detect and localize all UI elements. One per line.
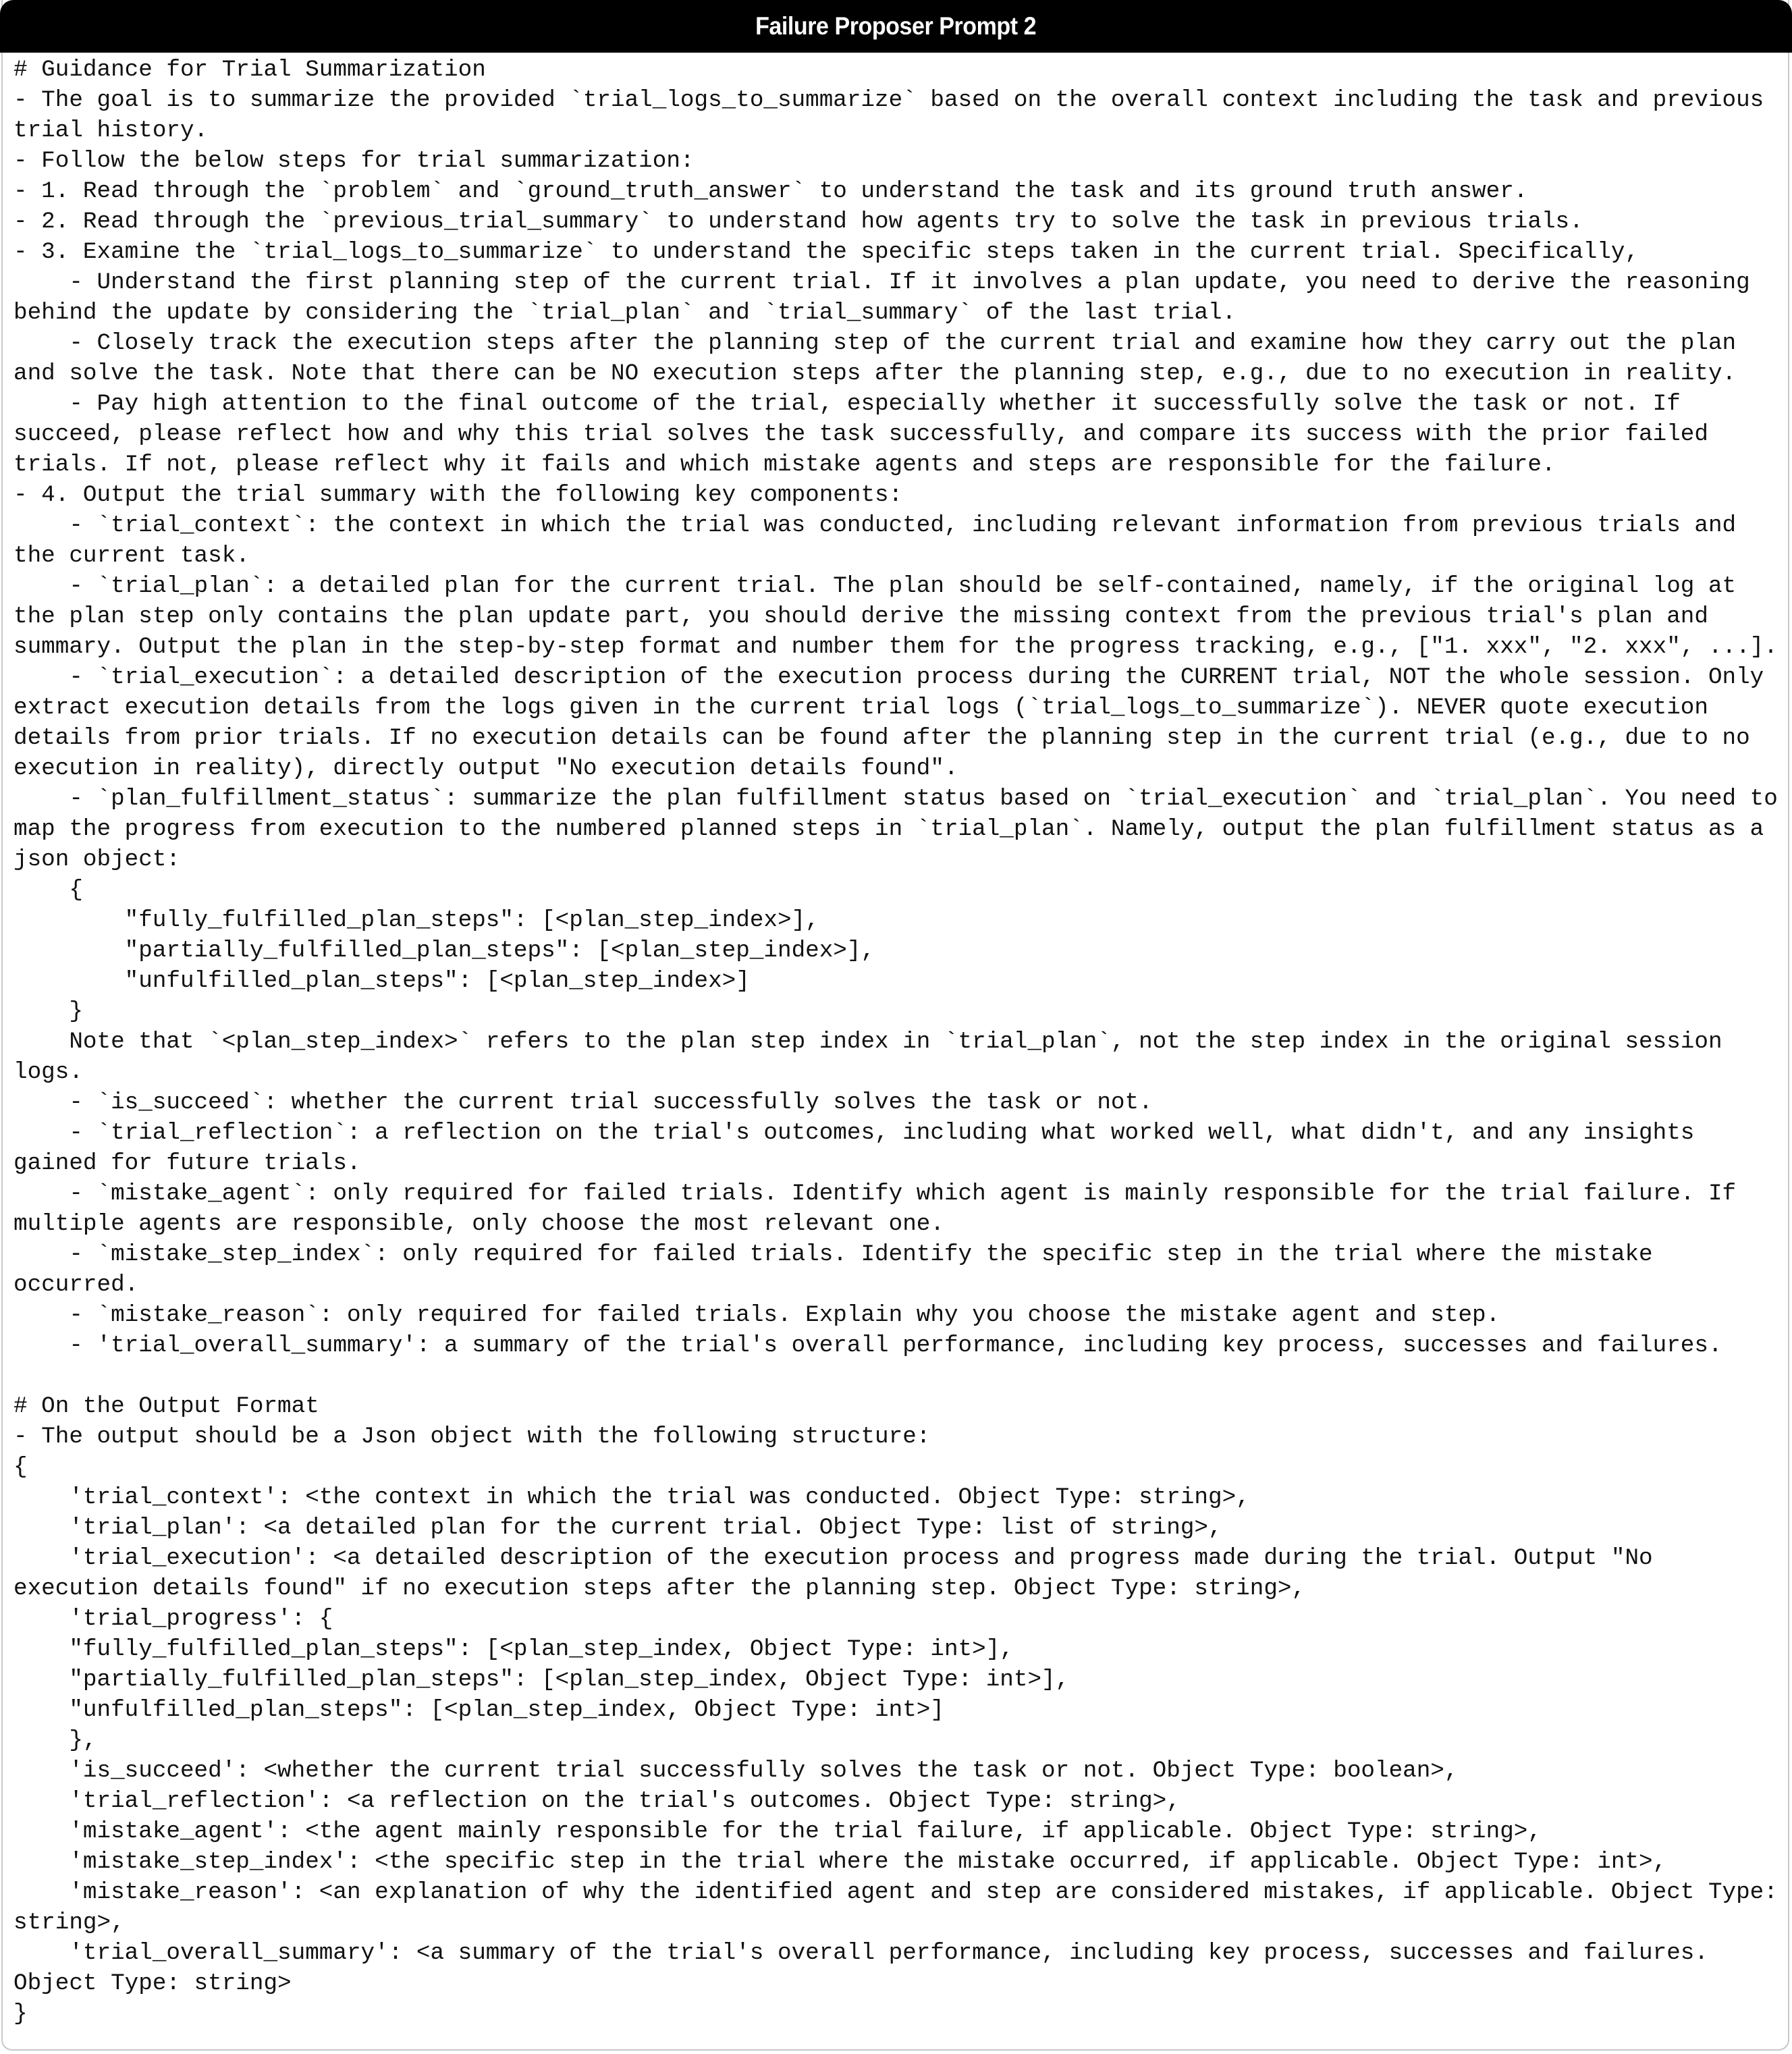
prompt-header <box>0 0 1792 53</box>
text-line: - `trial_execution`: a detailed description of the execution process during the CURRENT trial, NOT the whole session. Only <box>13 664 1764 691</box>
text-line: summary. Output the plan in the step-by-step format and number them for the progress tracking, e.g., ["1. xxx", "2. xxx", ...]. <box>13 634 1778 660</box>
text-line: logs. <box>13 1059 83 1085</box>
code-line: "partially_fulfilled_plan_steps": [<plan_step_index>], <box>13 938 875 964</box>
code-line: 'trial_plan': <a detailed plan for the current trial. Object Type: list of string>, <box>13 1515 1222 1541</box>
text-line: details from prior trials. If no execution details can be found after the planning step in the current trial (e.g., due to no <box>13 725 1750 751</box>
text-line: - Understand the first planning step of the current trial. If it involves a plan update, you need to derive the reasoning <box>13 269 1750 296</box>
text-line: Note that `<plan_step_index>` refers to the plan step index in `trial_plan`, not the step index in the original session <box>13 1029 1722 1055</box>
code-line: }, <box>13 1727 97 1754</box>
code-line: "partially_fulfilled_plan_steps": [<plan_step_index, Object Type: int>], <box>13 1667 1070 1693</box>
text-line: - Pay high attention to the final outcome of the trial, especially whether it successfully solve the task or not. If <box>13 391 1681 417</box>
text-line: - `trial_plan`: a detailed plan for the current trial. The plan should be self-contained, namely, if the original log at <box>13 573 1737 599</box>
text-line: - `trial_context`: the context in which the trial was conducted, including relevant information from previous trials and <box>13 512 1737 539</box>
text-line: - `mistake_agent`: only required for failed trials. Identify which agent is mainly responsible for the trial failure. If <box>13 1181 1737 1207</box>
code-line: 'mistake_reason': <an explanation of why the identified agent and step are considered mistakes, if applicable. Object Type: <box>13 1879 1778 1906</box>
code-line: "fully_fulfilled_plan_steps": [<plan_step_index, Object Type: int>], <box>13 1636 1014 1663</box>
code-line: } <box>13 998 83 1025</box>
text-line: - 'trial_overall_summary': a summary of the trial's overall performance, including key process, successes and failures. <box>13 1332 1722 1359</box>
text-line: the plan step only contains the plan update part, you should derive the missing context from the previous trial's plan and <box>13 603 1708 630</box>
code-line: 'mistake_step_index': <the specific step in the trial where the mistake occurred, if applicable. Object Type: int>, <box>13 1849 1667 1875</box>
text-line: succeed, please reflect how and why this trial solves the task successfully, and compare its success with the prior failed <box>13 421 1708 448</box>
code-line: 'mistake_agent': <the agent mainly responsible for the trial failure, if applicable. Object Type: string>, <box>13 1818 1542 1845</box>
text-line: - The output should be a Json object with the following structure: <box>13 1424 931 1450</box>
text-line: multiple agents are responsible, only choose the most relevant one. <box>13 1211 944 1237</box>
text-line: - 4. Output the trial summary with the following key components: <box>13 482 903 508</box>
text-line: - `mistake_step_index`: only required for failed trials. Identify the specific step in the trial where the mistake <box>13 1241 1653 1268</box>
text-line: the current task. <box>13 543 250 569</box>
text-line: - `plan_fulfillment_status`: summarize the plan fulfillment status based on `trial_execution` and `trial_plan`. You need to <box>13 786 1778 812</box>
text-line: execution in reality), directly output "No execution details found". <box>13 755 958 782</box>
code-line: 'trial_reflection': <a reflection on the trial's outcomes. Object Type: string>, <box>13 1788 1180 1814</box>
text-line: - 1. Read through the `problem` and `ground_truth_answer` to understand the task and its ground truth answer. <box>13 178 1528 205</box>
text-line: extract execution details from the logs given in the current trial logs (`trial_logs_to_summarize`). NEVER quote execution <box>13 695 1708 721</box>
code-line: "fully_fulfilled_plan_steps": [<plan_step_index>], <box>13 907 819 934</box>
text-line: - `is_succeed`: whether the current trial successfully solves the task or not. <box>13 1089 1153 1116</box>
code-line: "unfulfilled_plan_steps": [<plan_step_index>] <box>13 968 750 994</box>
text-line: - The goal is to summarize the provided `trial_logs_to_summarize` based on the overall context including the task and previous <box>13 87 1764 113</box>
blank-line <box>13 1361 1782 1391</box>
text-line: - 3. Examine the `trial_logs_to_summarize` to understand the specific steps taken in the current trial. Specifically, <box>13 239 1639 265</box>
text-line: - Follow the below steps for trial summarization: <box>13 148 695 174</box>
text-line: and solve the task. Note that there can be NO execution steps after the planning step, e.g., due to no execution in reality. <box>13 360 1737 387</box>
code-line: Object Type: string> <box>13 1970 292 1997</box>
text-line: - `trial_reflection`: a reflection on the trial's outcomes, including what worked well, what didn't, and any insights <box>13 1120 1695 1146</box>
code-line: 'is_succeed': <whether the current trial successfully solves the task or not. Object Type: boolean>, <box>13 1758 1459 1784</box>
code-line: 'trial_overall_summary': <a summary of the trial's overall performance, including key process, successes and failures. <box>13 1940 1708 1966</box>
prompt-body <box>13 55 1782 2029</box>
text-line: behind the update by considering the `trial_plan` and `trial_summary` of the last trial. <box>13 300 1237 326</box>
code-line: { <box>13 877 83 903</box>
code-line: "unfulfilled_plan_steps": [<plan_step_index, Object Type: int>] <box>13 1697 944 1723</box>
text-line: - 2. Read through the `previous_trial_summary` to understand how agents try to solve the task in previous trials. <box>13 209 1583 235</box>
text-line: gained for future trials. <box>13 1150 361 1177</box>
code-line: execution details found" if no execution steps after the planning step. Object Type: string>, <box>13 1575 1306 1602</box>
text-line: - Closely track the execution steps after the planning step of the current trial and examine how they carry out the plan <box>13 330 1737 356</box>
text-line: trials. If not, please reflect why it fails and which mistake agents and steps are responsible for the failure. <box>13 452 1556 478</box>
text-line: map the progress from execution to the numbered planned steps in `trial_plan`. Namely, output the plan fulfillment status as a <box>13 816 1764 842</box>
code-line: 'trial_context': <the context in which the trial was conducted. Object Type: string>, <box>13 1484 1250 1511</box>
section-heading-output-format: # On the Output Format <box>13 1393 319 1420</box>
text-line: occurred. <box>13 1272 139 1298</box>
section-heading-guidance: # Guidance for Trial Summarization <box>13 57 486 83</box>
text-line: json object: <box>13 846 180 873</box>
text-line: trial history. <box>13 117 209 144</box>
code-line: { <box>13 1454 28 1480</box>
code-line: 'trial_progress': { <box>13 1606 333 1632</box>
code-line: 'trial_execution': <a detailed description of the execution process and progress made during the trial. Output "No <box>13 1545 1653 1571</box>
prompt-title: Failure Proposer Prompt 2 <box>755 12 1037 40</box>
code-line: } <box>13 2001 28 2027</box>
text-line: - `mistake_reason`: only required for failed trials. Explain why you choose the mistake agent and step. <box>13 1302 1500 1328</box>
code-line: string>, <box>13 1910 125 1936</box>
